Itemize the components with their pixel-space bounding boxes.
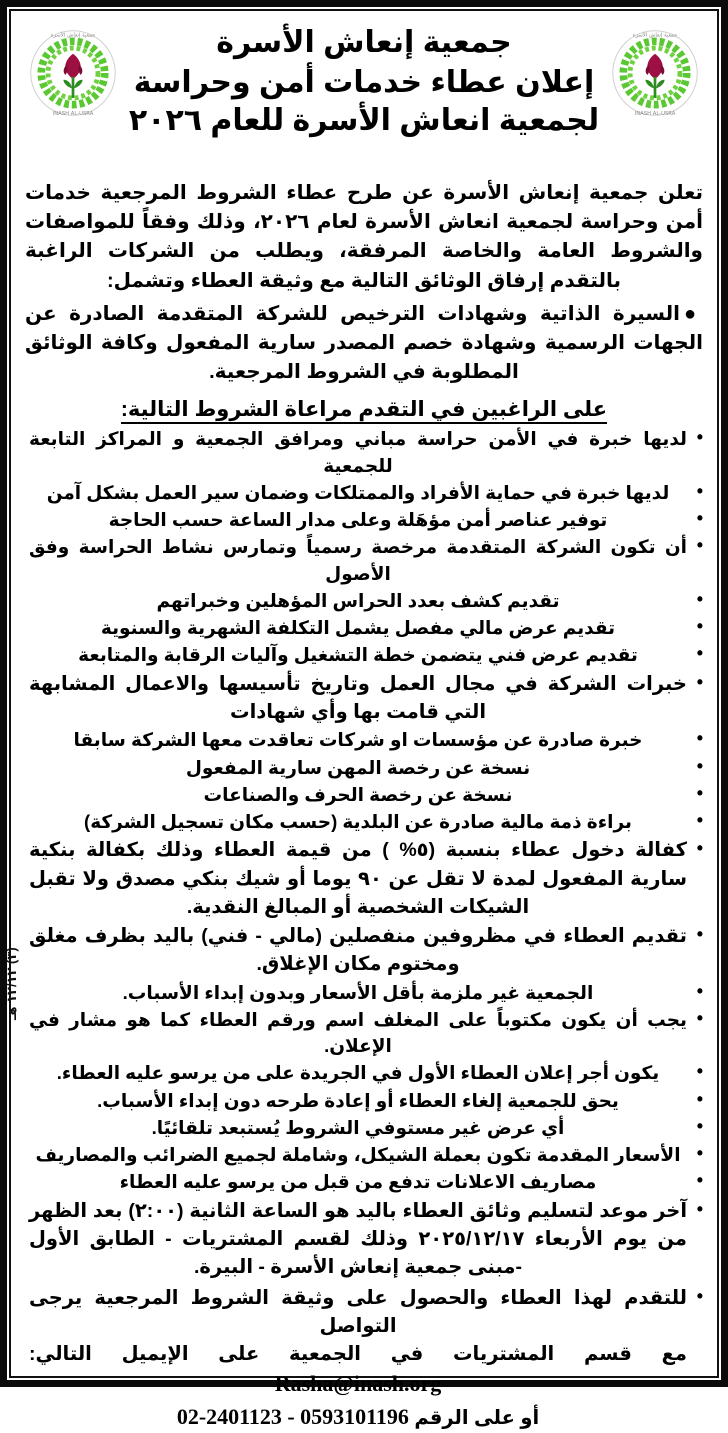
list-item: • خبرة صادرة عن مؤسسات او شركات تعاقدت معها الشركة سابقا <box>23 727 705 753</box>
contact-phone-prefix: أو على الرقم <box>414 1407 540 1430</box>
list-item: • كفالة دخول عطاء بنسبة (٥% ) من قيمة العطاء وذلك بكفالة بنكية سارية المفعول لمدة لا تقل عن ٩٠ يوما أو شيك بنكي مصدق ولا تقبل الشيكات الشخصية أو المبالغ النقدية. <box>23 836 705 921</box>
inash-al-usra-logo-left <box>25 25 121 121</box>
side-reference-mark: (٣) ١٢/١٢ هـ <box>4 947 19 1020</box>
list-item: • الأسعار المقدمة تكون بعملة الشيكل، وشاملة لجميع الضرائب والمصاريف <box>23 1142 705 1168</box>
contact-phone-primary[interactable]: 0593101196 <box>300 1404 409 1430</box>
advertisement-title-line2: لجمعية انعاش الأسرة للعام ٢٠٢٦ <box>128 104 600 138</box>
list-item: • نسخة عن رخصة المهن سارية المفعول <box>23 755 705 781</box>
contact-intro-line: • للتقدم لهذا العطاء والحصول على وثيقة الشروط المرجعية يرجى التواصل <box>29 1286 687 1337</box>
advertisement-content <box>13 13 715 1430</box>
list-item: • يحق للجمعية إلغاء العطاء أو إعادة طرحه دون إبداء الأسباب. <box>23 1088 705 1114</box>
list-item: • براءة ذمة مالية صادرة عن البلدية (حسب مكان تسجيل الشركة) <box>23 809 705 835</box>
list-item: • نسخة عن رخصة الحرف والصناعات <box>23 782 705 808</box>
contact-phone-secondary[interactable]: 02-2401123 <box>176 1404 282 1430</box>
conditions-section-heading-text: على الراغبين في التقدم مراعاة الشروط التالية: <box>121 398 607 424</box>
list-item: • يجب أن يكون مكتوباً على المغلف اسم ورقم العطاء كما هو مشار في الإعلان. <box>23 1007 705 1060</box>
svg-text:جمعية إنعاش الأسرة: جمعية إنعاش الأسرة <box>50 32 96 39</box>
list-item: • يكون أجر إعلان العطاء الأول في الجريدة على من يرسو عليه العطاء. <box>23 1060 705 1086</box>
svg-text:جمعية إنعاش الأسرة: جمعية إنعاش الأسرة <box>632 32 678 39</box>
advertisement-header <box>23 19 705 171</box>
list-item-submission-deadline: • آخر موعد لتسليم وثائق العطاء باليد هو الساعة الثانية (٢:٠٠) بعد الظهر من يوم الأربعاء ٢٠٢٥/١٢/١٧ وذلك لقسم المشتريات - الطابق الأول -مبنى جمعية إنعاش الأسرة - البيرة. <box>23 1197 705 1282</box>
list-item: • لديها خبرة في حماية الأفراد والممتلكات وضمان سير العمل بشكل آمن <box>23 480 705 506</box>
inash-al-usra-logo-right <box>607 25 703 121</box>
list-item: • الجمعية غير ملزمة بأقل الأسعار وبدون إبداء الأسباب. <box>23 980 705 1006</box>
list-item: • أي عرض غير مستوفي الشروط يُستبعد تلقائيًا. <box>23 1115 705 1141</box>
svg-text:INASH AL-USRA: INASH AL-USRA <box>52 111 94 118</box>
list-item: • مصاريف الاعلانات تدفع من قبل من يرسو عليه العطاء <box>23 1169 705 1195</box>
bullet-marker: ● <box>684 302 703 325</box>
intro-paragraph: تعلن جمعية إنعاش الأسرة عن طرح عطاء الشروط المرجعية خدمات أمن وحراسة لجمعية انعاش الأسرة لعام ٢٠٢٦، وذلك وفقاً للمواصفات والشروط العامة والخاصة المرفقة، ويطلب من الشركات الراغبة بالتقدم إرفاق الوثائق التالية مع وثيقة العطاء وتشمل: <box>25 182 703 292</box>
list-item: • تقديم عرض فني يتضمن خطة التشغيل وآليات الرقابة والمتابعة <box>23 642 705 668</box>
advertisement-title <box>119 64 609 140</box>
list-item: • خبرات الشركة في مجال العمل وتاريخ تأسيسها والاعمال المشابهة التي قامت بها وأي شهادات <box>23 670 705 727</box>
list-item: • لديها خبرة في الأمن حراسة مباني ومرافق الجمعية و المراكز التابعة للجمعية <box>23 426 705 479</box>
svg-text:INASH AL-USRA: INASH AL-USRA <box>634 111 676 118</box>
advertisement-title-line1: إعلان عطاء خدمات أمن وحراسة <box>133 66 595 100</box>
contact-email-prefix: مع قسم المشتريات في الجمعية على الإيميل التالي: <box>29 1343 687 1366</box>
contact-block <box>23 1284 705 1433</box>
list-item: • تقديم كشف بعدد الحراس المؤهلين وخبراتهم <box>23 588 705 614</box>
required-documents-text: السيرة الذاتية وشهادات الترخيص للشركة المتقدمة الصادرة عن الجهات الرسمية وشهادة خصم المصدر سارية المفعول وكافة الوثائق المطلوبة في الشروط المرجعية. <box>25 302 703 384</box>
organization-name: جمعية إنعاش الأسرة <box>216 26 512 59</box>
list-item: • توفير عناصر أمن مؤهَلة وعلى مدار الساعة حسب الحاجة <box>23 507 705 533</box>
contact-phone-line <box>29 1401 687 1433</box>
conditions-section-heading <box>23 397 705 422</box>
required-documents-paragraph <box>25 300 703 388</box>
list-item: • تقديم عرض مالي مفصل يشمل التكلفة الشهرية والسنوية <box>23 615 705 641</box>
list-item: • تقديم العطاء في مظروفين منفصلين (مالي - فني) باليد بظرف مغلق ومختوم مكان الإغلاق. <box>23 922 705 979</box>
contact-email-value[interactable]: Rasha@inash.org <box>274 1371 442 1397</box>
phone-separator: - <box>287 1404 295 1430</box>
conditions-list <box>23 426 705 1281</box>
contact-email-line <box>29 1340 687 1400</box>
list-item: • أن تكون الشركة المتقدمة مرخصة رسمياً وتمارس نشاط الحراسة وفق الأصول <box>23 534 705 587</box>
